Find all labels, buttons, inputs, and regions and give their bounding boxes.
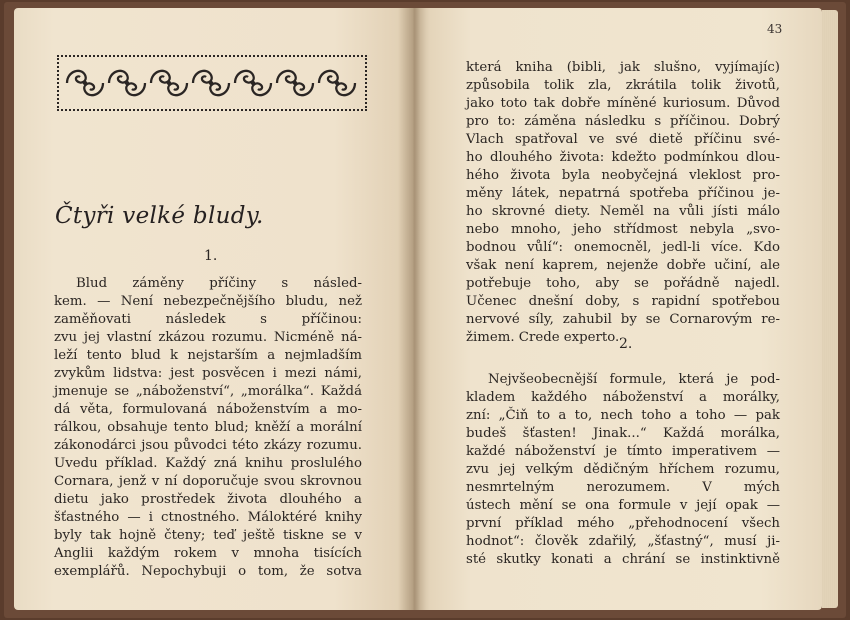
text-line: ústech mění se ona formule v její opak — <box>466 498 780 513</box>
text-line: však není kaprem, nejenže dobře učiní, ale <box>466 258 780 273</box>
text-line: nervové síly, zahubil by se Cornarovým re- <box>466 312 780 327</box>
text-line: Cornara, jenž v ní doporučuje svou skrovnou <box>54 474 362 489</box>
text-line: která kniha (bibli, jak slušno, vyjímajíc) <box>466 60 780 75</box>
spine-fold <box>398 8 430 610</box>
text-line: ho dlouhého života: kdežto podmínkou dlou- <box>466 150 780 165</box>
text-line: nebo mnoho, jeho střídmost nebyla „svo- <box>466 222 780 237</box>
text-line: rálkou, obsahuje tento blud; kněží a morální <box>54 420 362 435</box>
text-line: zvu jej velkým dědičným hříchem rozumu, <box>466 462 780 477</box>
text-line: pro to: záměna následku s příčinou. Dobrý <box>466 114 780 129</box>
text-line: exemplářů. Nepochybuji o tom, že sotva <box>54 564 362 579</box>
text-line: způsobila tolik zla, zkrátila tolik životů, <box>466 78 780 93</box>
text-line: potřebuje toho, aby se pořádně najedl. <box>466 276 780 291</box>
text-line: Nejvšeobecnější formule, která je pod- <box>488 372 780 387</box>
text-line: měny látek, nepatrná spotřeba příčinou je- <box>466 186 780 201</box>
ornament-pattern <box>67 71 355 95</box>
text-line: Učenec dnešní doby, s rapidní spotřebou <box>466 294 780 309</box>
decorative-ornament <box>57 55 367 111</box>
text-line: sté skutky konati a chrání se instinktivně <box>466 552 780 567</box>
text-line: dietu jako prostředek života dlouhého a <box>54 492 362 507</box>
text-line: hodnot“: člověk zdařilý, „šťastný“, musí ji- <box>466 534 780 549</box>
text-line: Blud záměny příčiny s násled- <box>76 276 362 291</box>
text-line: Anglii každým rokem v mnoha tisících <box>54 546 362 561</box>
text-line: šťastného — i ctnostného. Máloktéré knihy <box>54 510 362 525</box>
text-line: nesmrtelným nerozumem. V mých <box>466 480 780 495</box>
text-line: zvykům lidstva: jest posvěcen i mezi námi, <box>54 366 362 381</box>
text-line: zaměňovati následek s příčinou: <box>54 312 362 327</box>
chapter-title: Čtyři velké bludy. <box>55 203 264 229</box>
page-edges <box>822 10 838 608</box>
text-line: byly tak hojně čteny; teď ještě tiskne se v <box>54 528 362 543</box>
text-line: leží tento blud k nejstarším a nejmladším <box>54 348 362 363</box>
text-line: hého života byla neobyčejná vleklost pro- <box>466 168 780 183</box>
text-line: budeš šťasten! Jinak...“ Každá morálka, <box>466 426 780 441</box>
text-line: ho skrovné diety. Neměl na vůli jísti málo <box>466 204 780 219</box>
text-line: kladem každého náboženství a morálky, <box>466 390 780 405</box>
section-number-1: 1. <box>204 248 218 264</box>
text-line: Vlach spatřoval ve své dietě příčinu své- <box>466 132 780 147</box>
text-line: dá věta, formulovaná náboženstvím a mo- <box>54 402 362 417</box>
text-line: kem. — Není nebezpečnějšího bludu, než <box>54 294 362 309</box>
text-line: zní: „Čiň to a to, nech toho a toho — pak <box>466 408 780 423</box>
text-line: jako toto tak dobře míněné kuriosum. Důvod <box>466 96 780 111</box>
text-line: bodnou vůlí“: onemocněl, jedl-li více. Kdo <box>466 240 780 255</box>
text-line: první příklad mého „přehodnocení všech <box>466 516 780 531</box>
text-line: zvu jej vlastní zkázou rozumu. Nicméně ná- <box>54 330 362 345</box>
text-line: jmenuje se „náboženství“, „morálka“. Každá <box>54 384 362 399</box>
text-line: každé náboženství je tímto imperativem — <box>466 444 780 459</box>
text-line: žimem. Crede experto. <box>466 330 620 345</box>
section-number-2: 2. <box>619 336 633 352</box>
text-line: Uvedu příklad. Každý zná knihu proslulého <box>54 456 362 471</box>
page-number: 43 <box>767 22 783 36</box>
text-line: zákonodárci jsou původci této zkázy rozumu. <box>54 438 362 453</box>
